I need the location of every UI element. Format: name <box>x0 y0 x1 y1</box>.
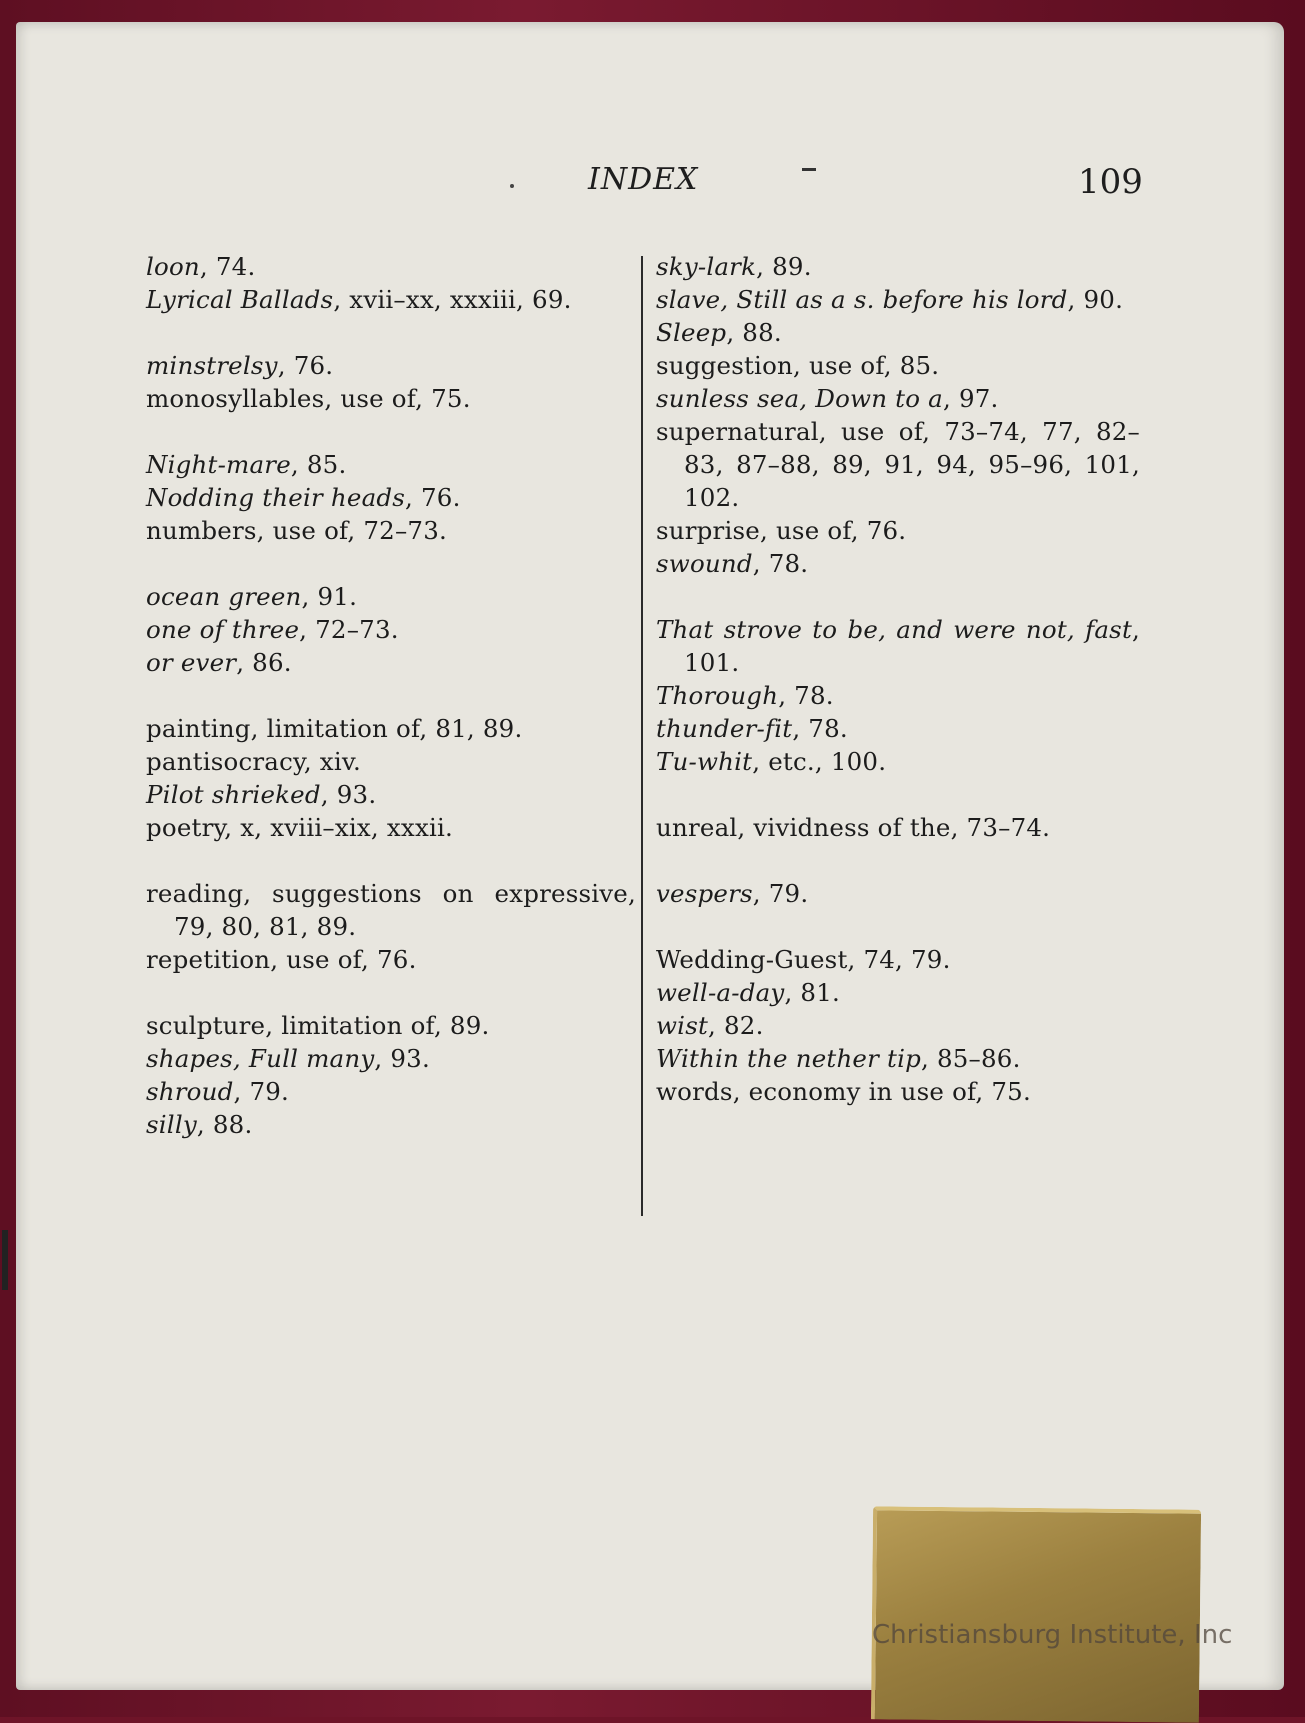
entry-term: suggestion, use of, 85. <box>656 351 940 380</box>
entry-references: , 78. <box>752 549 809 578</box>
entry-term: reading, suggestions on expressive, 79, 80, 81, 89. <box>146 879 636 941</box>
index-entry-orever <box>146 646 636 679</box>
entry-references: , 88. <box>726 318 782 347</box>
entry-term: Wedding-Guest, 74, 79. <box>656 945 951 974</box>
index-entry-poetry <box>146 811 636 844</box>
entry-references: , 81. <box>784 978 840 1007</box>
page-number: 109 <box>1078 162 1143 202</box>
index-entry-nightmare <box>146 448 636 481</box>
column-divider <box>641 256 643 1216</box>
index-entry-sunless <box>656 382 1140 415</box>
entry-references: , etc., 100. <box>752 747 887 776</box>
entry-references: , 93. <box>320 780 377 809</box>
index-entry-shapes <box>146 1042 636 1075</box>
entry-references: , 78. <box>792 714 848 743</box>
entry-term: shroud <box>146 1077 234 1106</box>
entry-references: , 74. <box>199 252 256 281</box>
index-entry-suggestion <box>656 349 1140 382</box>
entry-term: poetry, x, xviii–xix, xxxii. <box>146 813 454 842</box>
index-entry-supernatural <box>656 415 1140 514</box>
index-entry-silly <box>146 1108 636 1141</box>
index-entry-shroud <box>146 1075 636 1108</box>
entry-term: Within the nether tip <box>656 1044 921 1073</box>
binding-thread <box>2 1230 8 1290</box>
index-entry-thatstrove <box>656 613 1140 679</box>
entry-term: ocean green <box>146 582 302 611</box>
entry-term: Nodding their heads <box>146 483 406 512</box>
index-entry-words <box>656 1075 1140 1108</box>
entry-term: one of three <box>146 615 300 644</box>
entry-group-gap <box>656 910 1140 943</box>
entry-term: swound <box>656 549 753 578</box>
entry-term: Thorough <box>656 681 779 710</box>
entry-term: or ever <box>146 648 237 677</box>
entry-term: loon <box>146 252 200 281</box>
print-mark <box>802 168 816 171</box>
entry-references: , 79. <box>752 879 809 908</box>
index-entry-thorough <box>656 679 1140 712</box>
entry-term: surprise, use of, 76. <box>656 516 907 545</box>
index-column-right <box>656 250 1140 1108</box>
entry-group-gap <box>146 844 636 877</box>
brass-page-tab <box>871 1506 1201 1722</box>
index-entry-monosyllables <box>146 382 636 415</box>
entry-references: , 85. <box>290 450 347 479</box>
index-entry-within <box>656 1042 1140 1075</box>
index-entry-painting <box>146 712 636 745</box>
entry-term: Pilot shrieked <box>146 780 321 809</box>
index-entry-sleep <box>656 316 1140 349</box>
entry-references: , 86. <box>236 648 292 677</box>
entry-group-gap <box>146 679 636 712</box>
print-speck <box>510 184 514 188</box>
index-entry-weddingguest <box>656 943 1140 976</box>
index-entry-wist <box>656 1009 1140 1042</box>
entry-term: Tu-whit <box>656 747 753 776</box>
index-entry-oneofthree <box>146 613 636 646</box>
entry-group-gap <box>656 778 1140 811</box>
entry-references: , 78. <box>778 681 834 710</box>
entry-references: , 82. <box>708 1011 764 1040</box>
entry-references: , 90. <box>1067 285 1124 314</box>
index-entry-minstrelsy <box>146 349 636 382</box>
entry-term: slave, Still as a s. before his lord <box>656 285 1068 314</box>
index-column-left <box>146 250 636 1141</box>
entry-term: repetition, use of, 76. <box>146 945 417 974</box>
index-entry-vespers <box>656 877 1140 910</box>
entry-group-gap <box>146 976 636 1009</box>
index-entry-unreal <box>656 811 1140 844</box>
entry-term: shapes, Full many <box>146 1044 375 1073</box>
entry-term: pantisocracy, xiv. <box>146 747 361 776</box>
watermark: Christiansburg Institute, Inc <box>872 1620 1233 1650</box>
entry-term: supernatural, use of, 73–74, 77, 82–83, 87–88, 89, 91, 94, 95–96, 101, 102. <box>656 417 1140 512</box>
index-entry-welladay <box>656 976 1140 1009</box>
entry-references: , xvii–xx, xxxiii, 69. <box>333 285 572 314</box>
entry-references: , 85–86. <box>921 1044 1021 1073</box>
index-entry-tuwhit <box>656 745 1140 778</box>
entry-group-gap <box>146 415 636 448</box>
entry-term: That strove to be, and were not, fast <box>656 615 1132 644</box>
index-entry-repetition <box>146 943 636 976</box>
index-entry-swound <box>656 547 1140 580</box>
index-entry-surprise <box>656 514 1140 547</box>
entry-term: numbers, use of, 72–73. <box>146 516 447 545</box>
entry-term: painting, limitation of, 81, 89. <box>146 714 523 743</box>
index-entry-reading <box>146 877 636 943</box>
index-entry-pantisocracy <box>146 745 636 778</box>
index-entry-pilot <box>146 778 636 811</box>
entry-group-gap <box>656 844 1140 877</box>
entry-term: thunder-fit <box>656 714 793 743</box>
index-entry-nodding <box>146 481 636 514</box>
index-entry-numbers <box>146 514 636 547</box>
index-entry-lyrical <box>146 283 636 316</box>
entry-references: , 97. <box>942 384 999 413</box>
entry-term: wist <box>656 1011 709 1040</box>
entry-term: unreal, vividness of the, 73–74. <box>656 813 1051 842</box>
entry-group-gap <box>656 580 1140 613</box>
index-entry-skylark <box>656 250 1140 283</box>
index-entry-loon <box>146 250 636 283</box>
entry-references: , 91. <box>301 582 358 611</box>
page-title: INDEX <box>588 162 699 197</box>
entry-term: words, economy in use of, 75. <box>656 1077 1031 1106</box>
entry-references: , 88. <box>196 1110 253 1139</box>
entry-term: monosyllables, use of, 75. <box>146 384 471 413</box>
entry-term: sculpture, limitation of, 89. <box>146 1011 490 1040</box>
entry-term: Night-mare <box>146 450 291 479</box>
entry-group-gap <box>146 316 636 349</box>
entry-term: sunless sea, Down to a <box>656 384 943 413</box>
entry-references: , 72–73. <box>299 615 399 644</box>
entry-term: silly <box>146 1110 197 1139</box>
entry-references: , 79. <box>233 1077 290 1106</box>
entry-references: , 76. <box>277 351 334 380</box>
entry-references: , 101. <box>684 615 1140 677</box>
entry-term: Lyrical Ballads <box>146 285 334 314</box>
entry-term: minstrelsy <box>146 351 278 380</box>
index-entry-ocean <box>146 580 636 613</box>
running-head <box>0 162 1305 206</box>
entry-term: well-a-day <box>656 978 785 1007</box>
entry-references: , 76. <box>405 483 461 512</box>
entry-term: vespers <box>656 879 753 908</box>
entry-group-gap <box>146 547 636 580</box>
entry-term: sky-lark <box>656 252 757 281</box>
entry-references: , 89. <box>756 252 812 281</box>
entry-term: Sleep <box>656 318 727 347</box>
index-entry-sculpture <box>146 1009 636 1042</box>
index-entry-thunderfit <box>656 712 1140 745</box>
index-entry-slave <box>656 283 1140 316</box>
entry-references: , 93. <box>374 1044 430 1073</box>
